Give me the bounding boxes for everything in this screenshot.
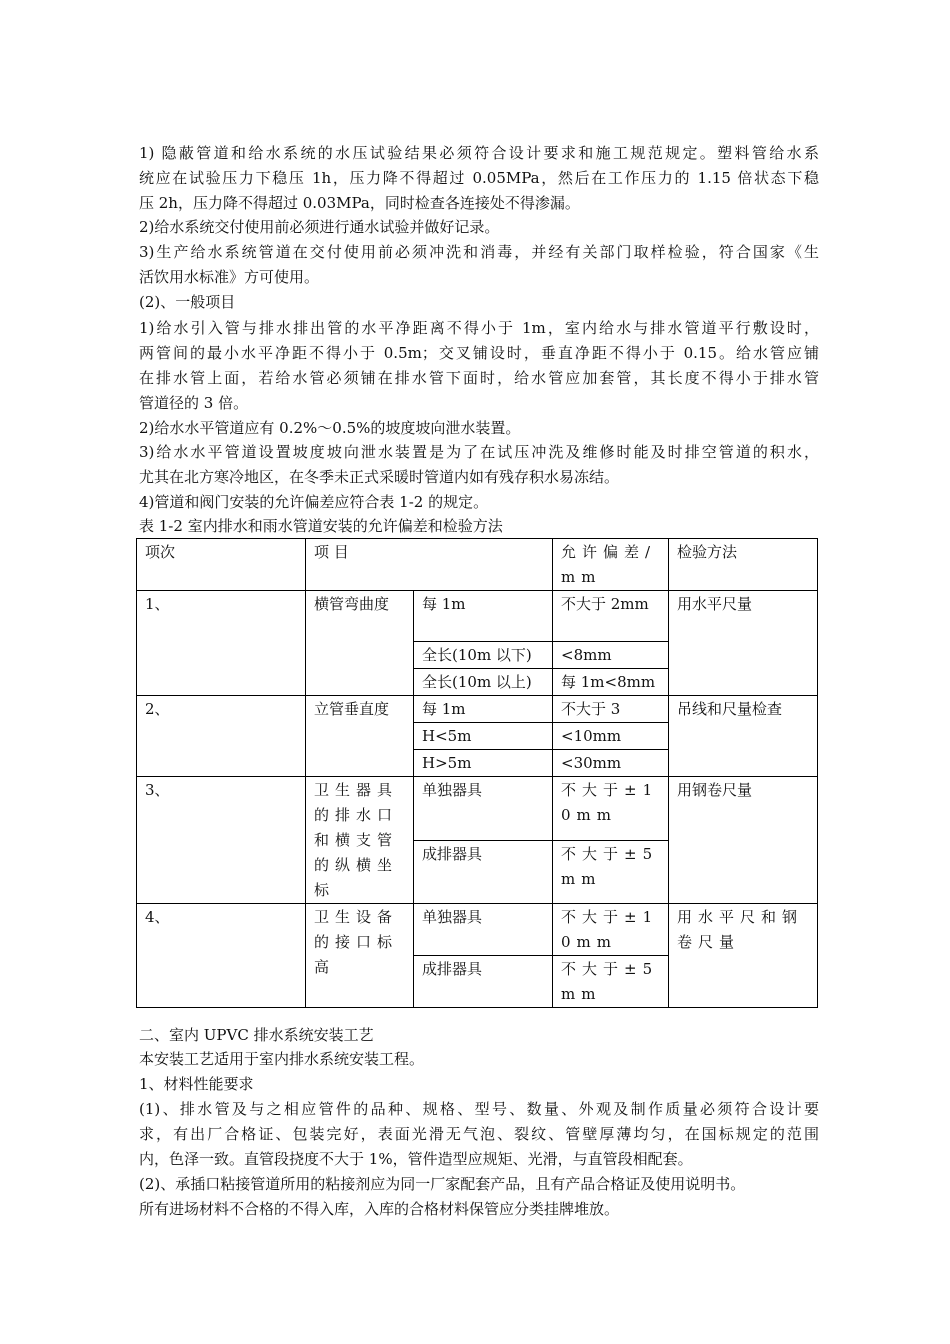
tolerance-table	[136, 538, 818, 1008]
table-header-row	[137, 539, 818, 591]
tolerance-cell: 不大于±10mm	[553, 777, 669, 841]
paragraph-line: 管道径的 3 倍。	[139, 394, 249, 412]
paragraph-line: 统应在试验压力下稳压 1h，压力降不得超过 0.05MPa，然后在工作压力的 1.15 倍状态下稳	[139, 169, 819, 187]
subheading-general-items: (2)、一般项目	[139, 293, 236, 311]
paragraph-line: 两管间的最小水平净距不得小于 0.5m；交叉铺设时，垂直净距不得小于 0.15。给水管应铺	[139, 344, 819, 362]
paragraph-line: 4)管道和阀门安装的允许偏差应符合表 1-2 的规定。	[139, 493, 489, 511]
paragraph-line: 所有进场材料不合格的不得入库，入库的合格材料保管应分类挂牌堆放。	[139, 1200, 620, 1218]
header-cell: 项 目	[306, 539, 553, 591]
paragraph-line: 2)给水系统交付使用前必须进行通水试验并做好记录。	[139, 218, 500, 236]
subitem-cell: H<5m	[414, 723, 553, 750]
item-cell: 横管弯曲度	[306, 591, 414, 696]
paragraph-line: 1)给水引入管与排水排出管的水平净距离不得小于 1m，室内给水与排水管道平行敷设时，	[139, 319, 819, 337]
tolerance-cell: <8mm	[553, 642, 669, 669]
subitem-cell: H>5m	[414, 750, 553, 777]
paragraph-line: (2)、承插口粘接管道所用的粘接剂应为同一厂家配套产品，且有产品合格证及使用说明书。	[139, 1175, 746, 1193]
paragraph-line: 活饮用水标准》方可使用。	[139, 268, 320, 286]
tolerance-cell: <10mm	[553, 723, 669, 750]
header-cell: 检验方法	[669, 539, 818, 591]
paragraph-line: 3)生产给水系统管道在交付使用前必须冲洗和消毒，并经有关部门取样检验，符合国家《生	[139, 243, 819, 261]
paragraph-line: 1) 隐蔽管道和给水系统的水压试验结果必须符合设计要求和施工规范规定。塑料管给水系	[139, 144, 819, 162]
paragraph-line: 尤其在北方寒冷地区，在冬季未正式采暖时管道内如有残存积水易冻结。	[139, 468, 620, 486]
tolerance-cell: 不大于±10mm	[553, 904, 669, 956]
subitem-cell: 全长(10m 以上)	[414, 669, 553, 696]
paragraph-line: 内，色泽一致。直管段挠度不大于 1%，管件造型应规矩、光滑，与直管段相配套。	[139, 1150, 693, 1168]
paragraph-line: (1)、排水管及与之相应管件的品种、规格、型号、数量、外观及制作质量必须符合设计要	[139, 1100, 819, 1118]
subitem-cell: 单独器具	[414, 777, 553, 841]
paragraph-line: 在排水管上面，若给水管必须铺在排水管下面时，给水管应加套管，其长度不得小于排水管	[139, 369, 819, 387]
paragraph-line: 求，有出厂合格证、包装完好，表面光滑无气泡、裂纹、管壁厚薄均匀，在国标规定的范围	[139, 1125, 819, 1143]
subitem-cell: 全长(10m 以下)	[414, 642, 553, 669]
subheading-material-requirements: 1、材料性能要求	[139, 1075, 254, 1093]
subitem-cell: 单独器具	[414, 904, 553, 956]
table-row	[137, 591, 818, 642]
tolerance-cell: 不大于±5mm	[553, 840, 669, 904]
method-cell: 用水平尺量	[669, 591, 818, 696]
header-cell: 允许偏差/mm	[553, 539, 669, 591]
method-cell: 用钢卷尺量	[669, 777, 818, 904]
row-number-cell: 3、	[137, 777, 306, 904]
tolerance-cell: 不大于 2mm	[553, 591, 669, 642]
item-cell: 卫生设备的接口标高	[306, 904, 414, 1008]
subitem-cell: 成排器具	[414, 840, 553, 904]
paragraph-line: 3)给水水平管道设置坡度坡向泄水装置是为了在试压冲洗及维修时能及时排空管道的积水，	[139, 443, 819, 461]
header-cell: 项次	[137, 539, 306, 591]
table-row	[137, 777, 818, 841]
tolerance-cell: 不大于±5mm	[553, 956, 669, 1008]
method-cell: 吊线和尺量检查	[669, 696, 818, 777]
subitem-cell: 每 1m	[414, 696, 553, 723]
paragraph-line: 压 2h，压力降不得超过 0.03MPa，同时检查各连接处不得渗漏。	[139, 194, 580, 212]
section-heading: 二、室内 UPVC 排水系统安装工艺	[139, 1026, 374, 1044]
tolerance-cell: 每 1m<8mm	[553, 669, 669, 696]
row-number-cell: 1、	[137, 591, 306, 696]
paragraph-line: 本安装工艺适用于室内排水系统安装工程。	[139, 1050, 425, 1068]
subitem-cell: 成排器具	[414, 956, 553, 1008]
row-number-cell: 2、	[137, 696, 306, 777]
table-caption: 表 1-2 室内排水和雨水管道安装的允许偏差和检验方法	[139, 517, 503, 535]
method-cell: 用水平尺和钢卷尺量	[669, 904, 818, 1008]
tolerance-cell: 不大于 3	[553, 696, 669, 723]
table-row	[137, 904, 818, 956]
item-cell: 立管垂直度	[306, 696, 414, 777]
tolerance-cell: <30mm	[553, 750, 669, 777]
table-row	[137, 696, 818, 723]
item-cell: 卫生器具的排水口和横支管的纵横坐标	[306, 777, 414, 904]
row-number-cell: 4、	[137, 904, 306, 1008]
subitem-cell: 每 1m	[414, 591, 553, 642]
paragraph-line: 2)给水水平管道应有 0.2%～0.5%的坡度坡向泄水装置。	[139, 419, 521, 437]
